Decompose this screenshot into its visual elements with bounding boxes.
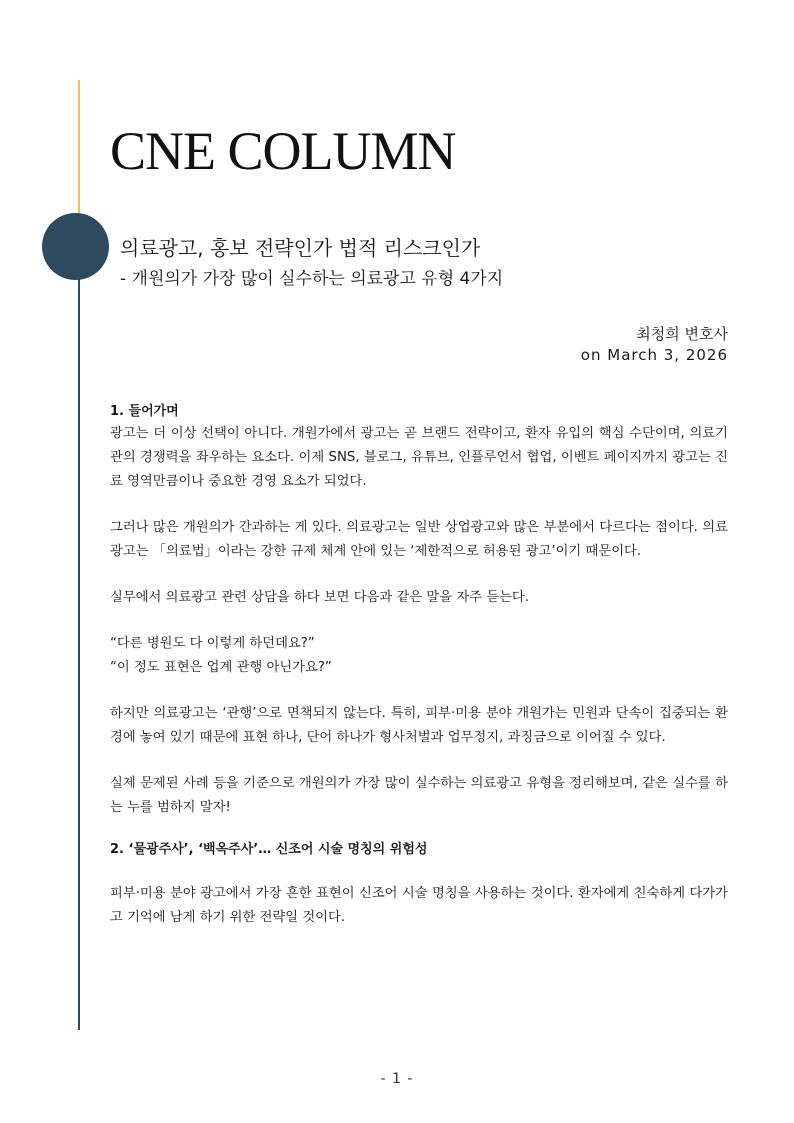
publish-date: on March 3, 2026 bbox=[580, 346, 728, 364]
paragraph: 하지만 의료광고는 ‘관행’으로 면책되지 않는다. 특히, 피부·미용 분야 개원가는 민원과 단속이 집중되는 환경에 놓여 있기 때문에 표현 하나, 단어 하나가 형사처벌과 업무정지, 과징금으로 이어질 수 있다. bbox=[110, 706, 728, 745]
article-title: 의료광고, 홍보 전략인가 법적 리스크인가 bbox=[120, 236, 481, 260]
page-number: - 1 - bbox=[380, 1071, 414, 1087]
paragraph: 그러나 많은 개원의가 간과하는 게 있다. 의료광고는 일반 상업광고와 많은 부분에서 다르다는 점이다. 의료광고는 「의료법」이라는 강한 규제 체계 안에 있는 ‘제한적으로 허용된 광고’이기 때문이다. bbox=[110, 520, 728, 559]
article-subtitle: - 개원의가 가장 많이 실수하는 의료광고 유형 4가지 bbox=[120, 269, 504, 289]
paragraph: 실제 문제된 사례 등을 기준으로 개원의가 가장 많이 실수하는 의료광고 유형을 정리해보며, 같은 실수를 하는 누를 범하지 말자! bbox=[110, 776, 728, 815]
timeline-navy-line bbox=[78, 245, 80, 1030]
quote-line: “이 정도 표현은 업계 관행 아닌가요?” bbox=[110, 660, 332, 675]
paragraph: 광고는 더 이상 선택이 아니다. 개원가에서 광고는 곧 브랜드 전략이고, 환자 유입의 핵심 수단이며, 의료기관의 경쟁력을 좌우하는 요소다. 이제 SNS, 블로그, 유튜브, 인플루언서 협업, 이벤트 페이지까지 광고는 진료 영역만큼이나 중요한 경영 요소가 되었다. bbox=[110, 426, 728, 489]
paragraph: 피부·미용 분야 광고에서 가장 흔한 표현이 신조어 시술 명칭을 사용하는 것이다. 환자에게 친숙하게 다가가고 기억에 남게 하기 위한 전략일 것이다. bbox=[110, 886, 728, 925]
column-brand-title: CNE COLUMN bbox=[110, 121, 456, 181]
article-body bbox=[110, 402, 728, 930]
section-heading-intro: 1. 들어가며 bbox=[110, 404, 179, 419]
section-heading-neologism: 2. ‘물광주사’, ‘백옥주사’… 신조어 시술 명칭의 위험성 bbox=[110, 842, 428, 857]
quote-line: “다른 병원도 다 이렇게 하던데요?” bbox=[110, 636, 315, 651]
author-name: 최청희 변호사 bbox=[636, 325, 728, 343]
timeline-circle-marker bbox=[42, 213, 109, 280]
paragraph: 실무에서 의료광고 관련 상담을 하다 보면 다음과 같은 말을 자주 듣는다. bbox=[110, 590, 529, 605]
